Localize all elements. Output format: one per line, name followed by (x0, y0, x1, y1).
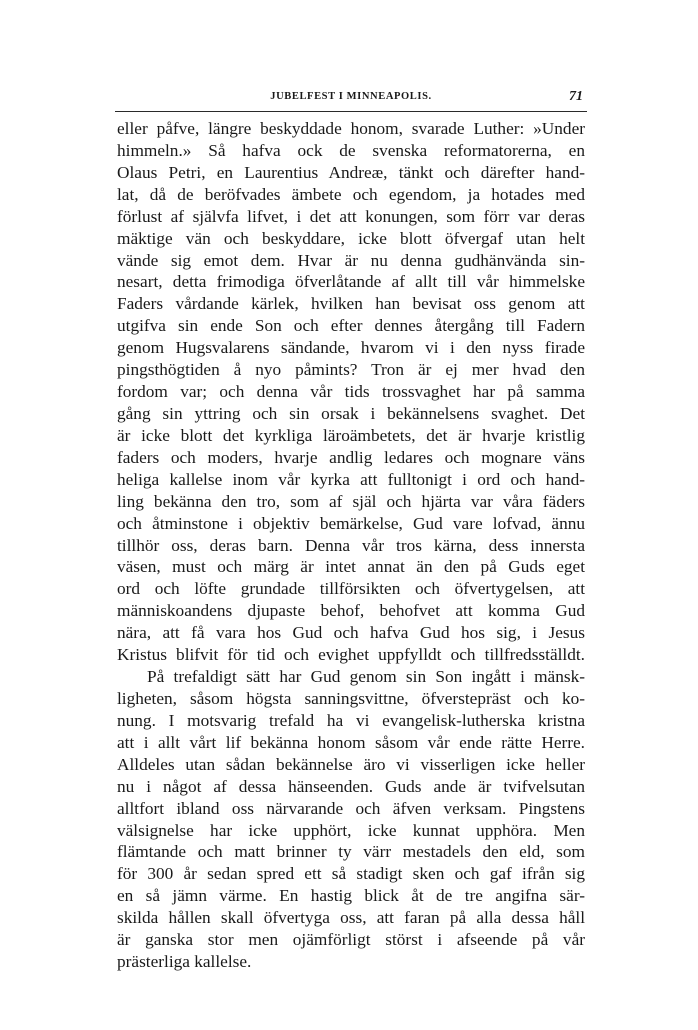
text-line: Alldeles utan sådan bekännelse äro vi visserligen icke heller (117, 754, 585, 774)
text-line: flämtande och matt brinner ty värr mestadels den eld, som (117, 842, 585, 862)
text-line: lat, då de beröfvades ämbete och egendom, ja hotades med (117, 184, 585, 204)
text-line: för 300 år sedan spred ett så stadigt sken och gaf ifrån sig (117, 864, 585, 884)
text-line: välsignelse har icke upphört, icke kunnat upphöra. Men (117, 820, 585, 840)
text-line: förlust af självfa lifvet, i det att konungen, som förr var deras (117, 206, 585, 226)
text-line: nära, att få vara hos Gud och hafva Gud hos sig, i Jesus (117, 623, 585, 643)
text-line: människoandens djupaste behof, behofvet att komma Gud (117, 601, 585, 621)
text-line: Faders vårdande kärlek, hvilken han bevisat oss genom att (117, 294, 585, 314)
text-line: att i allt vårt lif bekänna honom såsom vår ende rätte Herre. (117, 732, 585, 752)
running-head-title: JUBELFEST I MINNEAPOLIS. (270, 91, 432, 102)
paragraph-start-line: På trefaldigt sätt har Gud genom sin Son ingått i mänsk- (147, 667, 585, 687)
text-line: utgifva sin ende Son och efter dennes återgång till Fadern (117, 316, 585, 336)
text-line: himmeln.» Så hafva ock de svenska reformatorerna, en (117, 140, 585, 160)
text-line: faders och moders, hvarje andlig ledares och mognare väns (117, 447, 585, 467)
running-head (115, 89, 587, 109)
text-line: mäktige vän och beskyddare, icke blott öfvergaf utan helt (117, 228, 585, 248)
text-line: genom Hugsvalarens sändande, hvarom vi i den nyss firade (117, 338, 585, 358)
text-line: Olaus Petri, en Laurentius Andreæ, tänkt och därefter hand- (117, 162, 585, 182)
text-line-last: prästerliga kallelse. (117, 952, 252, 972)
text-line: ligheten, såsom högsta sanningsvittne, öfverstepräst och ko- (117, 688, 585, 708)
text-line: nu i något af dessa hänseenden. Guds ande är tvifvelsutan (117, 776, 585, 796)
body-text (117, 118, 585, 973)
text-line: nesart, detta frimodiga öfverlåtande af allt till vår himmelske (117, 272, 585, 292)
text-line: fordom var; och denna vår tids trossvaghet har på samma (117, 382, 585, 402)
text-line: ling bekänna den tro, som af själ och hjärta var våra fäders (117, 491, 585, 511)
text-line: tillhör oss, deras barn. Denna vår tros kärna, dess innersta (117, 535, 585, 555)
text-line: ord och löfte grundade tillförsikten och öfvertygelsen, att (117, 579, 585, 599)
text-line: och åtminstone i objektiv bemärkelse, Gud vare lofvad, ännu (117, 513, 585, 533)
text-line: väsen, must och märg är intet annat än den på Guds eget (117, 557, 585, 577)
text-line: en så jämn värme. En hastig blick åt de tre angifna sär- (117, 886, 585, 906)
text-line: alltfort ibland oss närvarande och äfven verksam. Pingstens (117, 798, 585, 818)
text-line: skilda hållen skall öfvertyga oss, att faran på alla dessa håll (117, 908, 585, 928)
text-line: vände sig emot dem. Hvar är nu denna gudhänvända sin- (117, 250, 585, 270)
text-line: gång sin yttring och sin orsak i bekännelsens svaghet. Det (117, 403, 585, 423)
page-number: 71 (569, 89, 583, 104)
text-line: Kristus blifvit för tid och evighet uppfylldt och tillfredsställdt. (117, 645, 585, 665)
text-line: är ganska stor men ojämförligt störst i afseende på vår (117, 930, 585, 950)
text-line: nung. I motsvarig trefald ha vi evangelisk-lutherska kristna (117, 710, 585, 730)
text-line: pingsthögtiden å nyo påmints? Tron är ej mer hvad den (117, 360, 585, 380)
text-line: eller påfve, längre beskyddade honom, svarade Luther: »Under (117, 119, 585, 138)
text-line: är icke blott det kyrkliga läroämbetets, det är hvarje kristlig (117, 425, 585, 445)
header-rule (115, 111, 587, 112)
text-line: heliga kallelse inom vår kyrka att fulltonigt i ord och hand- (117, 469, 585, 489)
